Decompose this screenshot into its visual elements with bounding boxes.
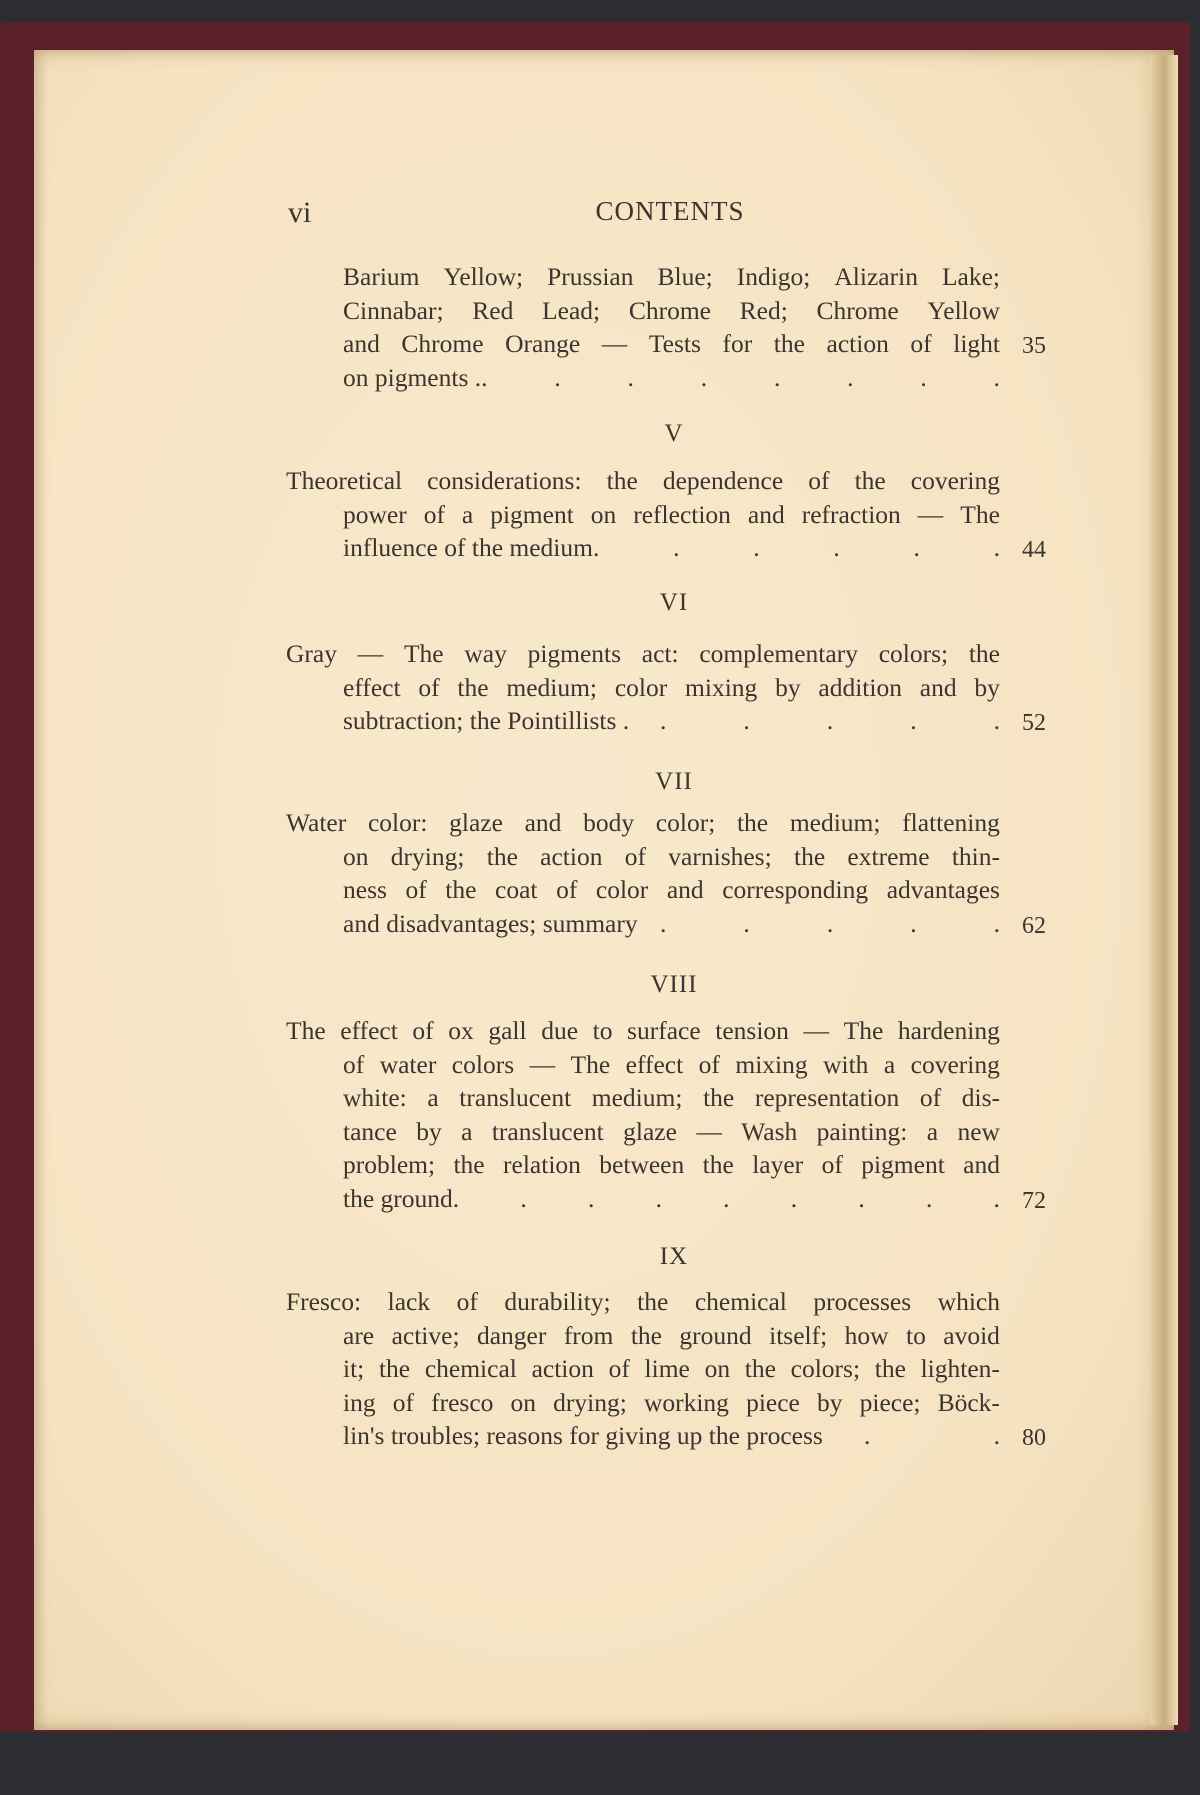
toc-word: refraction [801, 499, 901, 529]
chapter-heading: VIII [650, 971, 698, 998]
toc-word: — [357, 639, 384, 668]
toc-word: and [343, 329, 380, 359]
toc-word: danger [476, 1320, 547, 1350]
toc-word: The [403, 639, 444, 668]
toc-word: covering [910, 466, 1000, 495]
toc-word: color [614, 672, 668, 702]
toc-word: extreme [847, 841, 930, 871]
toc-word: Red [472, 295, 514, 325]
page-title: CONTENTS [595, 196, 745, 226]
toc-word: act: [641, 639, 679, 668]
toc-word: a [427, 1083, 439, 1113]
toc-entry-text: subtraction; the Pointillists . [343, 706, 630, 736]
toc-word: by [816, 1387, 843, 1417]
toc-word: pigment [490, 499, 574, 529]
toc-word: hardening [897, 1016, 1000, 1045]
toc-entry-line [343, 1117, 1000, 1147]
toc-word: working [643, 1387, 729, 1417]
toc-word: corresponding [722, 875, 869, 905]
toc-word: medium; [506, 672, 598, 702]
toc-word: the [606, 466, 638, 495]
toc-word: Böck- [937, 1387, 1000, 1417]
toc-word: due [541, 1016, 579, 1045]
toc-word: light [953, 329, 1000, 359]
toc-word: varnishes; [668, 841, 772, 871]
toc-entry-line [343, 296, 1000, 326]
page-reference: 72 [1022, 1188, 1046, 1214]
toc-word: of [405, 875, 427, 905]
toc-word: representation [754, 1083, 900, 1113]
toc-word: and [919, 672, 957, 702]
dot-leader: . . . . . [660, 908, 1000, 938]
toc-entry-line [343, 909, 1000, 939]
toc-word: reflection [633, 499, 731, 529]
toc-word: of [808, 466, 830, 495]
page-reference: 62 [1022, 912, 1046, 939]
toc-word: the [736, 808, 769, 837]
toc-word: tance [343, 1116, 397, 1146]
toc-word: of [418, 672, 440, 702]
toc-word: glaze [623, 1116, 677, 1146]
toc-word: the [703, 1083, 735, 1113]
toc-word: new [957, 1116, 1000, 1146]
toc-word: translucent [491, 1116, 604, 1146]
toc-entry-line [343, 1184, 1000, 1214]
toc-word: a [461, 1116, 473, 1146]
toc-word: lack [387, 1287, 431, 1316]
toc-word: colors; [790, 1354, 861, 1384]
toc-word: The [843, 1016, 884, 1045]
toc-word: of [556, 875, 578, 905]
toc-word: on [590, 499, 617, 529]
toc-entry-text: and disadvantages; summary [343, 908, 638, 938]
toc-word: of [624, 841, 647, 871]
toc-word: itself; [769, 1320, 828, 1350]
toc-word: the [453, 1150, 485, 1180]
chapter-heading: IX [659, 1243, 689, 1270]
toc-word: — [803, 1016, 830, 1045]
toc-word: addition [818, 672, 902, 702]
toc-word: it; [343, 1354, 365, 1384]
toc-word: effect [625, 1049, 684, 1079]
toc-word: piece; [859, 1387, 921, 1417]
toc-word: problem; [343, 1150, 436, 1180]
toc-entry-line [343, 1321, 1000, 1351]
toc-word: by [416, 1116, 442, 1146]
toc-word: drying; [390, 841, 465, 871]
toc-word: Prussian [547, 262, 634, 291]
toc-entry-line [286, 1016, 1000, 1046]
toc-word: Wash [741, 1116, 798, 1146]
toc-word: the [378, 1354, 411, 1384]
toc-word: color: [367, 808, 428, 837]
toc-word: colors [451, 1049, 515, 1079]
toc-word: the [773, 329, 805, 359]
toc-word: advantages [886, 875, 1000, 905]
toc-word: piece [746, 1387, 800, 1417]
dot-leader: . . [864, 1421, 1000, 1451]
toc-word: action [826, 329, 889, 359]
toc-word: and [963, 1150, 1000, 1180]
toc-entry-line [343, 875, 1000, 905]
toc-word: and [747, 499, 785, 529]
toc-word: thin- [951, 841, 1000, 871]
toc-word: by [974, 672, 1000, 702]
toc-word: gall [488, 1016, 527, 1045]
toc-word: tension [715, 1016, 789, 1045]
toc-word: on [704, 1354, 731, 1384]
toc-word: for [722, 329, 753, 359]
page-edge [1150, 55, 1178, 1725]
toc-word: on [343, 841, 369, 871]
toc-word: surface [627, 1016, 701, 1045]
toc-word: way [464, 639, 507, 668]
toc-word: pigments [527, 639, 622, 668]
toc-word: to [905, 1320, 926, 1350]
toc-word: Barium [343, 262, 420, 291]
page-number-label: vi [288, 196, 312, 229]
page-reference: 35 [1022, 333, 1046, 360]
toc-word: how [844, 1320, 889, 1350]
toc-word: by [775, 672, 801, 702]
toc-word: between [599, 1150, 685, 1180]
toc-word: on [510, 1387, 537, 1417]
toc-word: color [595, 875, 649, 905]
toc-word: of [821, 1150, 843, 1180]
toc-word: a [461, 499, 474, 529]
toc-word: Blue; [657, 262, 713, 291]
toc-word: painting: [816, 1116, 908, 1146]
toc-word: Alizarin [834, 262, 918, 291]
toc-entry-line [343, 363, 1000, 393]
toc-word: the [486, 841, 518, 871]
toc-word: to [592, 1016, 613, 1045]
toc-word: Lead; [542, 295, 601, 325]
toc-word: body [583, 808, 635, 837]
toc-word: Chrome [628, 295, 711, 325]
toc-word: Tests [648, 329, 701, 359]
toc-entry-line [343, 500, 1000, 530]
toc-entry-line [343, 533, 1000, 563]
toc-word: lime [644, 1354, 690, 1384]
dot-leader: . . . . . . . . . [452, 1184, 1000, 1213]
toc-word: glaze [449, 808, 503, 837]
dot-leader: . . . . . [660, 706, 1000, 736]
toc-word: avoid [943, 1320, 1000, 1350]
toc-word: ox [448, 1016, 474, 1045]
toc-word: covering [910, 1049, 1000, 1079]
toc-word: of [423, 499, 445, 529]
toc-word: of [343, 1049, 365, 1079]
toc-word: mixing [735, 1049, 808, 1079]
toc-word: power [343, 499, 407, 529]
page-reference: 44 [1022, 537, 1046, 564]
toc-word: the [874, 1354, 906, 1384]
toc-word: Lake; [941, 262, 1000, 291]
toc-word: — [601, 329, 628, 359]
toc-word: the [968, 639, 1000, 668]
toc-word: durability; [504, 1287, 611, 1316]
toc-entry-line [286, 1287, 1000, 1317]
toc-word: relation [503, 1150, 581, 1180]
toc-word: of [910, 329, 932, 359]
toc-word: flattening [902, 808, 1000, 837]
toc-word: which [937, 1287, 1000, 1316]
toc-word: translucent [459, 1083, 572, 1113]
toc-word: coat [495, 875, 538, 905]
toc-entry-text: the ground [343, 1184, 453, 1213]
toc-entry-text: on pigments . [343, 362, 482, 392]
toc-word: water [379, 1049, 437, 1079]
toc-entry-line [343, 262, 1000, 292]
toc-entry-text: influence of the medium [343, 533, 593, 563]
toc-entry-line [343, 706, 1000, 736]
toc-word: the [630, 1320, 662, 1350]
toc-entry-line [343, 1083, 1000, 1113]
toc-word: action [531, 1354, 594, 1384]
chapter-heading: VI [659, 589, 689, 616]
toc-word: the [702, 1150, 734, 1180]
toc-word: The [570, 1049, 611, 1079]
toc-word: Indigo; [736, 262, 811, 291]
toc-entry-line [343, 1354, 1000, 1384]
toc-entry-line [286, 466, 1000, 496]
toc-word: white: [343, 1083, 407, 1113]
toc-word: pigment [861, 1150, 945, 1180]
toc-word: Cinnabar; [343, 295, 444, 325]
toc-word: layer [752, 1150, 804, 1180]
toc-word: The [286, 1016, 326, 1045]
toc-word: dependence [662, 466, 784, 495]
toc-word: and [666, 875, 704, 905]
dot-leader: . . . . . . [592, 533, 1000, 563]
toc-word: Chrome [401, 329, 484, 359]
toc-word: — [696, 1116, 722, 1146]
toc-word: considerations: [427, 466, 582, 495]
toc-entry-line [343, 1421, 1000, 1451]
toc-word: a [883, 1049, 896, 1079]
toc-word: chemical [424, 1354, 517, 1384]
toc-entry-line [343, 673, 1000, 703]
toc-word: Fresco: [286, 1287, 362, 1316]
toc-word: Gray [286, 639, 337, 668]
toc-word: lighten- [920, 1354, 1000, 1384]
toc-word: action [540, 841, 603, 871]
toc-word: of [392, 1387, 414, 1417]
chapter-heading: VII [655, 768, 693, 795]
toc-word: color; [655, 808, 716, 837]
toc-word: active; [391, 1320, 460, 1350]
toc-word: dis- [961, 1083, 1000, 1113]
toc-entry-line [343, 1150, 1000, 1180]
toc-word: — [529, 1049, 556, 1079]
toc-entry-text: lin's troubles; reasons for giving up the process [343, 1421, 823, 1451]
toc-word: drying; [553, 1387, 627, 1417]
toc-word: Yellow; [443, 262, 524, 291]
toc-word: are [343, 1320, 375, 1350]
toc-word: effect [340, 1016, 398, 1045]
toc-word: of [412, 1016, 434, 1045]
toc-word: colors; [878, 639, 949, 668]
toc-word: and [524, 808, 562, 837]
toc-word: Water [286, 808, 347, 837]
toc-word: the [445, 875, 477, 905]
toc-entry-line [343, 1388, 1000, 1418]
chapter-heading: V [664, 420, 684, 447]
toc-word: ground [679, 1320, 752, 1350]
page-reference: 52 [1022, 710, 1046, 737]
toc-entry-line [286, 639, 1000, 669]
toc-word: the [854, 466, 886, 495]
toc-word: The [960, 499, 1000, 529]
toc-word: medium; [789, 808, 881, 837]
toc-word: the [457, 672, 489, 702]
toc-word: of [608, 1354, 630, 1384]
toc-word: fresco [431, 1387, 494, 1417]
toc-word: Theoretical [286, 466, 403, 495]
toc-entry-line [343, 1050, 1000, 1080]
toc-word: Chrome [816, 295, 899, 325]
toc-word: — [917, 499, 944, 529]
toc-word: with [823, 1049, 869, 1079]
toc-word: the [637, 1287, 669, 1316]
page-reference: 80 [1022, 1425, 1046, 1452]
toc-entry-line [343, 842, 1000, 872]
toc-word: Yellow [927, 295, 1000, 325]
toc-word: medium; [591, 1083, 683, 1113]
toc-entry-line [343, 329, 1000, 359]
toc-word: mixing [685, 672, 758, 702]
toc-word: complementary [699, 639, 858, 668]
toc-word: of [919, 1083, 942, 1113]
toc-word: the [744, 1354, 776, 1384]
toc-word: of [698, 1049, 720, 1079]
toc-word: ness [343, 875, 387, 905]
toc-word: from [563, 1320, 614, 1350]
dot-leader: . . . . . . . . [481, 362, 1000, 392]
toc-word: ing [343, 1387, 376, 1417]
toc-word: a [926, 1116, 939, 1146]
toc-word: of [456, 1287, 478, 1316]
toc-word: processes [813, 1287, 912, 1316]
toc-word: chemical [694, 1287, 787, 1316]
toc-word: Red; [739, 295, 788, 325]
toc-word: effect [343, 672, 401, 702]
toc-word: the [793, 841, 826, 871]
toc-word: Orange [505, 329, 581, 359]
toc-entry-line [286, 808, 1000, 838]
